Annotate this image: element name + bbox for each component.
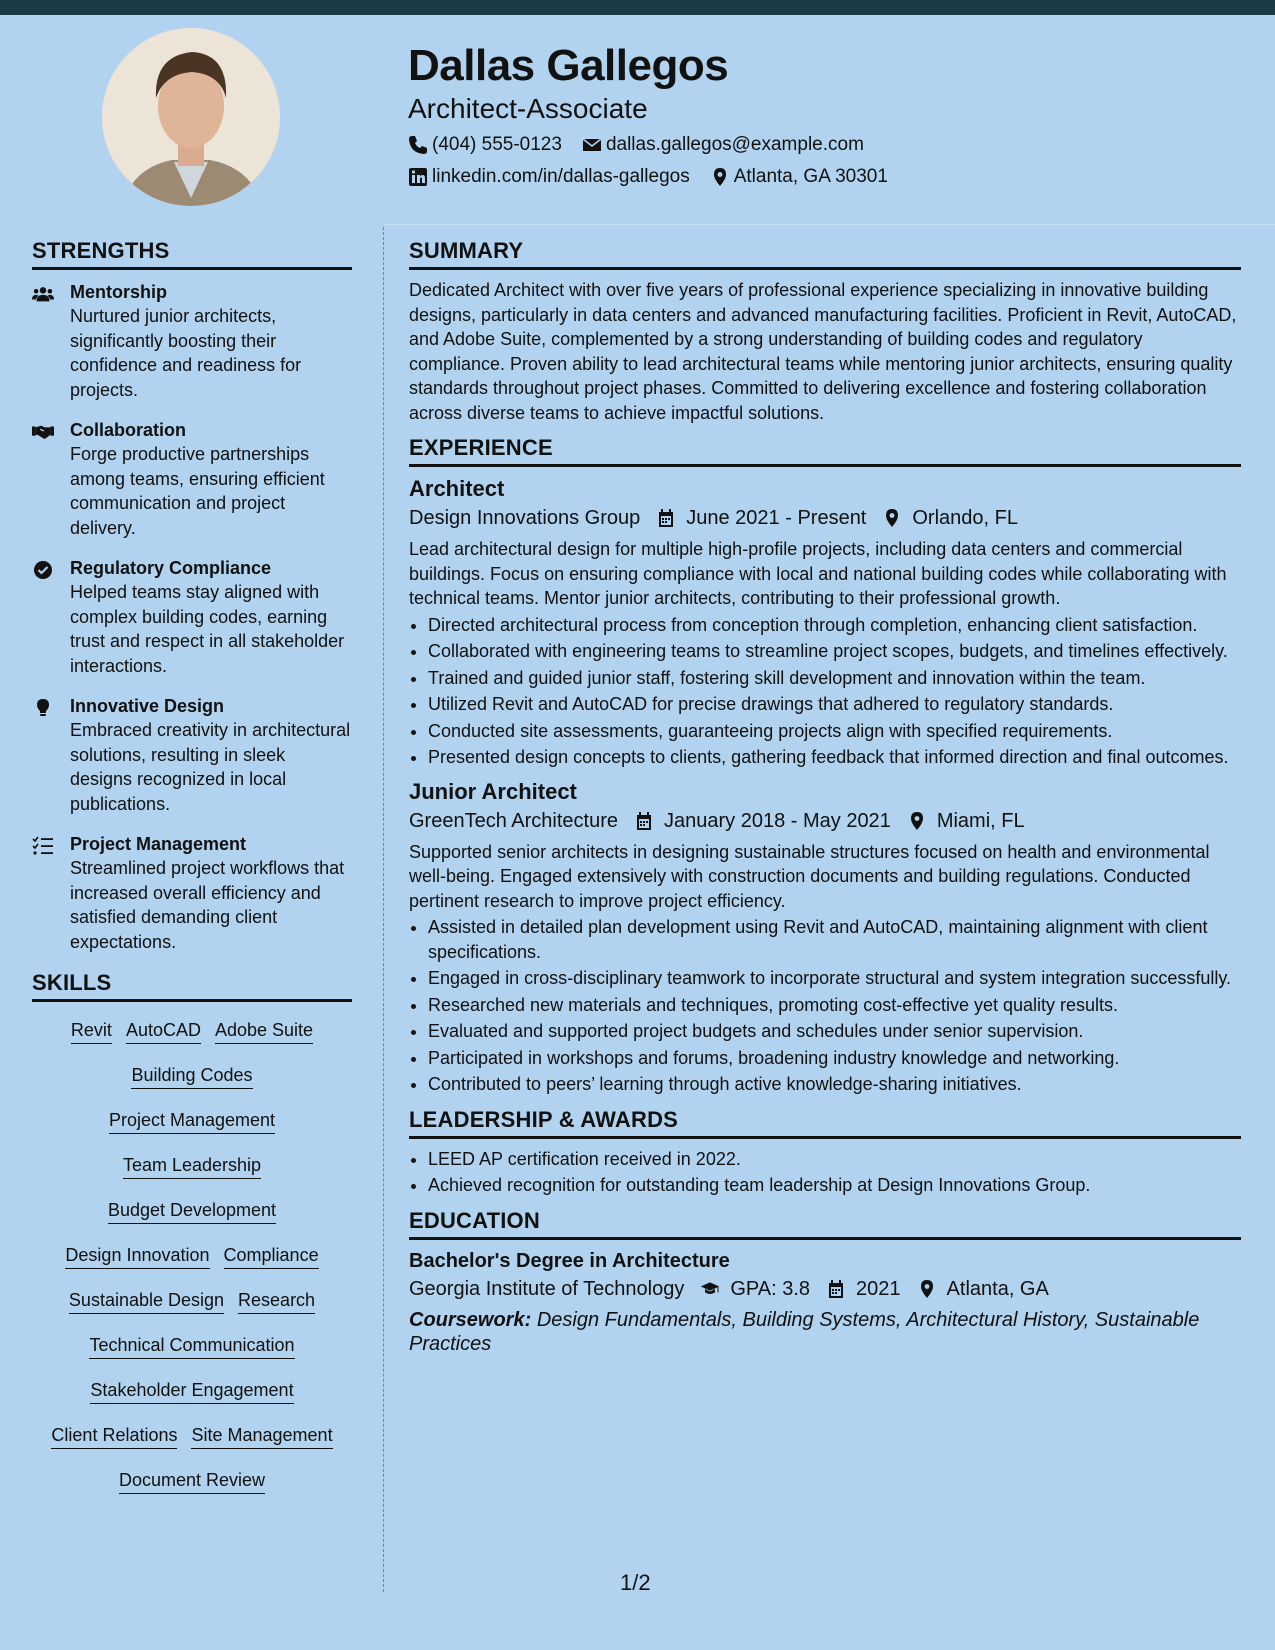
skill-tag: Research: [238, 1288, 315, 1314]
email-text[interactable]: dallas.gallegos@example.com: [605, 134, 864, 155]
strength-title: Innovative Design: [70, 696, 225, 716]
profile-photo: [102, 28, 280, 206]
leadership-list: [409, 1147, 1241, 1198]
job-dates: January 2018 - May 2021: [664, 809, 891, 832]
experience-list: [409, 475, 1241, 1097]
skill-tag: Sustainable Design: [69, 1288, 224, 1314]
candidate-title: Architect-Associate: [408, 93, 648, 124]
degree-title: Bachelor's Degree in Architecture: [409, 1249, 730, 1272]
calendar-icon: [826, 1279, 846, 1299]
calendar-icon: [656, 508, 676, 528]
skill-row: [32, 1153, 352, 1179]
lightbulb-icon: [32, 694, 70, 816]
skill-tag: Adobe Suite: [215, 1018, 313, 1044]
strength-description: Nurtured junior architects, significantly boosting their confidence and readiness for projects.: [70, 306, 302, 400]
job-description: Lead architectural design for multiple high-profile projects, including data centers and commercial buildings. Focus on ensuring compliance with local and national building codes while collaborating with technical teams. Mentor junior architects, contributing to their professional growth.: [409, 539, 1227, 608]
bullet-item: • Conducted site assessments, guaranteeing projects align with specified requirements.: [428, 719, 1241, 744]
linkedin-contact[interactable]: [408, 166, 690, 188]
handshake-icon: [32, 418, 70, 540]
summary-text: Dedicated Architect with over five years of professional experience specializing in innovative building designs, particularly in data centers and advanced manufacturing facilities. Proficient in Revit, AutoCAD, and Adobe Suite, complemented by a strong understanding of building codes and regulatory compliance. Proven ability to lead architectural teams while mentoring junior architects, ensuring quality standards throughout project phases. Committed to delivering excellence and fostering collaboration across diverse teams to achieve impactful solutions.: [409, 280, 1237, 423]
strength-description: Forge productive partnerships among teams, ensuring efficient communication and project delivery.: [70, 444, 325, 538]
phone-icon: [408, 135, 428, 155]
bullet-item: • Evaluated and supported project budgets and schedules under senior supervision.: [428, 1019, 1241, 1044]
bullet-item: • Utilized Revit and AutoCAD for precise drawings that adhered to regulatory standards.: [428, 692, 1241, 717]
skill-row: [32, 1468, 352, 1494]
strength-description: Embraced creativity in architectural solutions, resulting in sleek designs recognized in local publications.: [70, 720, 351, 814]
job-entry: [409, 778, 1241, 1097]
right-column: [409, 238, 1241, 1357]
graduation-cap-icon: [700, 1279, 720, 1299]
coursework: [409, 1308, 1241, 1357]
job-bullets: [409, 613, 1241, 770]
education-location: Atlanta, GA: [946, 1277, 1049, 1300]
skill-tag: Revit: [71, 1018, 112, 1044]
strength-item: [32, 556, 352, 678]
experience-heading: EXPERIENCE: [409, 435, 1241, 467]
job-description: Supported senior architects in designing sustainable structures focused on health and environmental well-being. Engaged extensively with construction documents and building regulations. Conducted pertinent research to improve project efficiency.: [409, 841, 1210, 911]
calendar-icon: [634, 811, 654, 831]
school-name: Georgia Institute of Technology: [409, 1277, 685, 1300]
linkedin-icon: [408, 167, 428, 187]
contact-row-1: [408, 134, 878, 156]
bullet-item: • Contributed to peers’ learning through active knowledge-sharing initiatives.: [428, 1072, 1241, 1097]
email-contact[interactable]: [582, 134, 864, 156]
summary-heading: SUMMARY: [409, 238, 1241, 270]
linkedin-text[interactable]: linkedin.com/in/dallas-gallegos: [432, 166, 690, 187]
bullet-item: • Assisted in detailed plan development using Revit and AutoCAD, maintaining alignment with client specifications.: [428, 915, 1241, 964]
skill-tag: Project Management: [109, 1108, 275, 1134]
left-column: [32, 238, 352, 1513]
coursework-label: Coursework:: [409, 1308, 532, 1331]
skill-row: [32, 1063, 352, 1089]
bullet-item: • Participated in workshops and forums, broadening industry knowledge and networking.: [428, 1046, 1241, 1071]
check-circle-icon: [32, 556, 70, 678]
job-dates: June 2021 - Present: [686, 507, 867, 529]
skill-row: [32, 1243, 352, 1269]
company-name: Design Innovations Group: [409, 507, 641, 529]
skill-row: [32, 1018, 352, 1044]
skill-row: [32, 1198, 352, 1224]
strength-item: [32, 694, 352, 816]
map-pin-icon: [710, 167, 730, 187]
skill-tag: Technical Communication: [89, 1333, 294, 1359]
education-heading: EDUCATION: [409, 1208, 1241, 1240]
skills-heading: SKILLS: [32, 970, 352, 1002]
strength-description: Helped teams stay aligned with complex building codes, earning trust and respect in all stakeholder interactions.: [70, 582, 345, 676]
strength-body: [70, 832, 352, 954]
job-meta: [409, 503, 1241, 533]
phone-contact: [408, 134, 562, 156]
skill-tag: Stakeholder Engagement: [90, 1378, 293, 1404]
skill-tag: Team Leadership: [123, 1153, 261, 1179]
bullet-item: • Trained and guided junior staff, fostering skill development and innovation within the team.: [428, 666, 1241, 691]
skill-tag: Document Review: [119, 1468, 265, 1494]
list-check-icon: [32, 832, 70, 954]
graduation-year: 2021: [856, 1277, 901, 1300]
bullet-item: • Researched new materials and techniques, promoting cost-effective yet quality results.: [428, 993, 1241, 1018]
envelope-icon: [582, 135, 602, 155]
job-location: Miami, FL: [936, 809, 1025, 832]
strength-item: [32, 832, 352, 954]
award-item: • Achieved recognition for outstanding team leadership at Design Innovations Group.: [428, 1173, 1241, 1198]
strength-body: [70, 694, 352, 816]
skill-tag: Budget Development: [108, 1198, 276, 1224]
skill-row: [32, 1378, 352, 1404]
page-number: 1/2: [620, 1570, 651, 1595]
coursework-text: Design Fundamentals, Building Systems, Architectural History, Sustainable Practices: [409, 1308, 1200, 1355]
location-contact: [710, 166, 888, 188]
strength-title: Collaboration: [70, 420, 186, 440]
education-meta: [409, 1274, 1241, 1304]
skills-list: [32, 1018, 352, 1494]
users-icon: [32, 280, 70, 402]
map-pin-icon: [882, 508, 902, 528]
bullet-item: • Presented design concepts to clients, gathering feedback that informed direction and final outcomes.: [428, 745, 1241, 770]
top-bar: [0, 0, 1275, 15]
job-meta: [409, 806, 1241, 836]
header-divider: [384, 224, 1275, 225]
job-entry: [409, 475, 1241, 770]
bullet-item: • Directed architectural process from conception through completion, enhancing client satisfaction.: [428, 613, 1241, 638]
skill-tag: Design Innovation: [65, 1243, 209, 1269]
skill-tag: AutoCAD: [126, 1018, 201, 1044]
bullet-item: • Engaged in cross-disciplinary teamwork to incorporate structural and system integration successfully.: [428, 966, 1241, 991]
strength-item: [32, 418, 352, 540]
strength-title: Mentorship: [70, 282, 167, 302]
strength-title: Project Management: [70, 834, 247, 854]
skill-tag: Compliance: [224, 1243, 319, 1269]
skill-tag: Client Relations: [51, 1423, 177, 1449]
company-name: GreenTech Architecture: [409, 809, 618, 832]
skill-tag: Building Codes: [131, 1063, 252, 1089]
job-title: Architect: [409, 476, 505, 501]
skill-row: [32, 1108, 352, 1134]
strength-description: Streamlined project workflows that increased overall efficiency and satisfied demanding client expectations.: [70, 858, 345, 952]
skill-row: [32, 1288, 352, 1314]
bullet-item: • Collaborated with engineering teams to streamline project scopes, budgets, and timelines effectively.: [428, 639, 1241, 664]
candidate-name: Dallas Gallegos: [408, 41, 729, 90]
strengths-heading: STRENGTHS: [32, 238, 352, 270]
leadership-heading: LEADERSHIP & AWARDS: [409, 1107, 1241, 1139]
gpa-text: GPA: 3.8: [730, 1277, 811, 1300]
strengths-list: [32, 280, 352, 954]
strength-title: Regulatory Compliance: [70, 558, 272, 578]
strength-body: [70, 280, 352, 402]
skill-row: [32, 1333, 352, 1359]
strength-item: [32, 280, 352, 402]
strength-body: [70, 556, 352, 678]
skill-row: [32, 1423, 352, 1449]
map-pin-icon: [907, 811, 927, 831]
skill-tag: Site Management: [191, 1423, 332, 1449]
job-location: Orlando, FL: [912, 507, 1018, 529]
column-divider: [383, 227, 384, 1592]
location-text: Atlanta, GA 30301: [733, 166, 888, 187]
phone-text: (404) 555-0123: [432, 134, 562, 155]
contact-row-2: [408, 166, 902, 188]
map-pin-icon: [917, 1279, 937, 1299]
strength-body: [70, 418, 352, 540]
job-bullets: [409, 915, 1241, 1097]
award-item: • LEED AP certification received in 2022.: [428, 1147, 1241, 1172]
job-title: Junior Architect: [409, 778, 577, 804]
